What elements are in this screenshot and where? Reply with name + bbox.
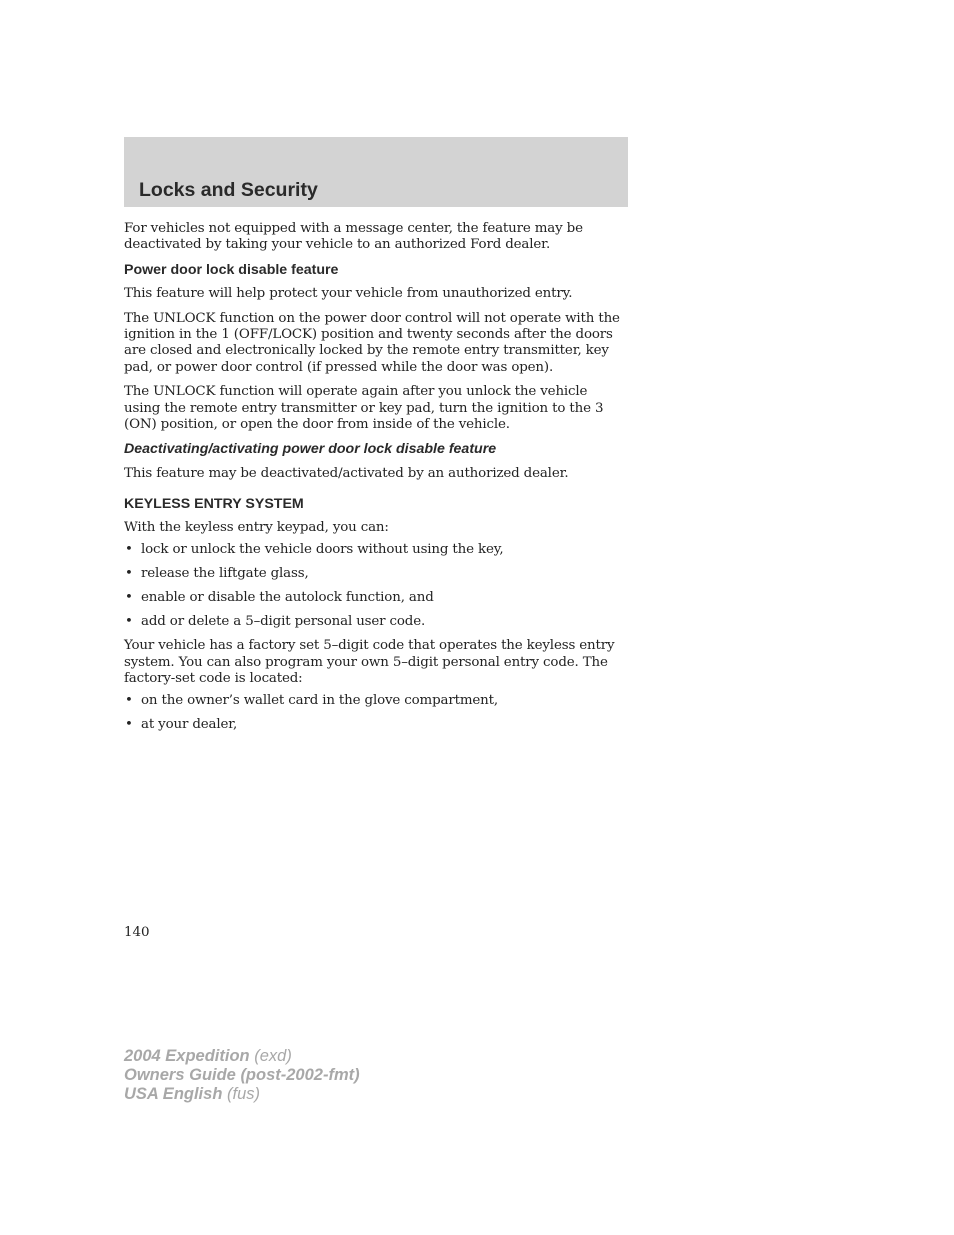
bullet-icon: • [125, 717, 133, 733]
factory-code-paragraph: Your vehicle has a factory set 5–digit code that operates the keyless entry system. You can also program your own 5–digit personal entry code. The factory-set code is located: [124, 638, 615, 686]
list-item: • at your dealer, [125, 717, 238, 733]
footer-line-2: Owners Guide (post-2002-fmt) [124, 1066, 360, 1084]
deactivating-heading: Deactivating/activating power door lock disable feature [124, 441, 497, 458]
power-door-lock-heading: Power door lock disable feature [124, 261, 339, 278]
keyless-features-list [124, 542, 624, 630]
power-door-lock-paragraph-2: The UNLOCK function on the power door control will not operate with the ignition in the 1 (OFF/LOCK) position and twenty seconds after the doors are closed and electronically locked by the remote entry transmitter, key pad, or power door control (if pressed while the door was open). [124, 310, 620, 375]
bullet-icon: • [125, 566, 133, 582]
intro-paragraph: For vehicles not equipped with a message center, the feature may be deactivated by taking your vehicle to an authorized Ford dealer. [124, 221, 583, 253]
list-item: • on the owner’s wallet card in the glove compartment, [125, 693, 498, 709]
bullet-icon: • [125, 693, 133, 709]
deactivating-paragraph: This feature may be deactivated/activated by an authorized dealer. [124, 465, 569, 481]
power-door-lock-paragraph-3: The UNLOCK function will operate again after you unlock the vehicle using the remote entry transmitter or key pad, turn the ignition to the 3 (ON) position, or open the door from inside of the vehicle. [124, 384, 604, 433]
bullet-icon: • [125, 542, 133, 558]
document-footer [124, 1047, 360, 1104]
code-location-list [124, 693, 624, 733]
page-content [124, 221, 624, 741]
section-header-band [124, 137, 628, 207]
keyless-entry-intro: With the keyless entry keypad, you can: [124, 519, 389, 535]
list-item: • lock or unlock the vehicle doors without using the key, [125, 542, 504, 558]
list-item: • release the liftgate glass, [125, 566, 309, 582]
list-item: • enable or disable the autolock function, and [125, 590, 434, 606]
bullet-icon: • [125, 614, 133, 630]
list-item: • add or delete a 5–digit personal user code. [125, 614, 426, 630]
power-door-lock-paragraph-1: This feature will help protect your vehicle from unauthorized entry. [124, 286, 573, 302]
footer-line-3: USA English (fus) [124, 1085, 260, 1103]
footer-line-1: 2004 Expedition (exd) [124, 1047, 292, 1065]
section-title: Locks and Security [139, 179, 318, 201]
bullet-icon: • [125, 590, 133, 606]
page-number: 140 [124, 925, 150, 940]
keyless-entry-heading: KEYLESS ENTRY SYSTEM [124, 496, 304, 513]
